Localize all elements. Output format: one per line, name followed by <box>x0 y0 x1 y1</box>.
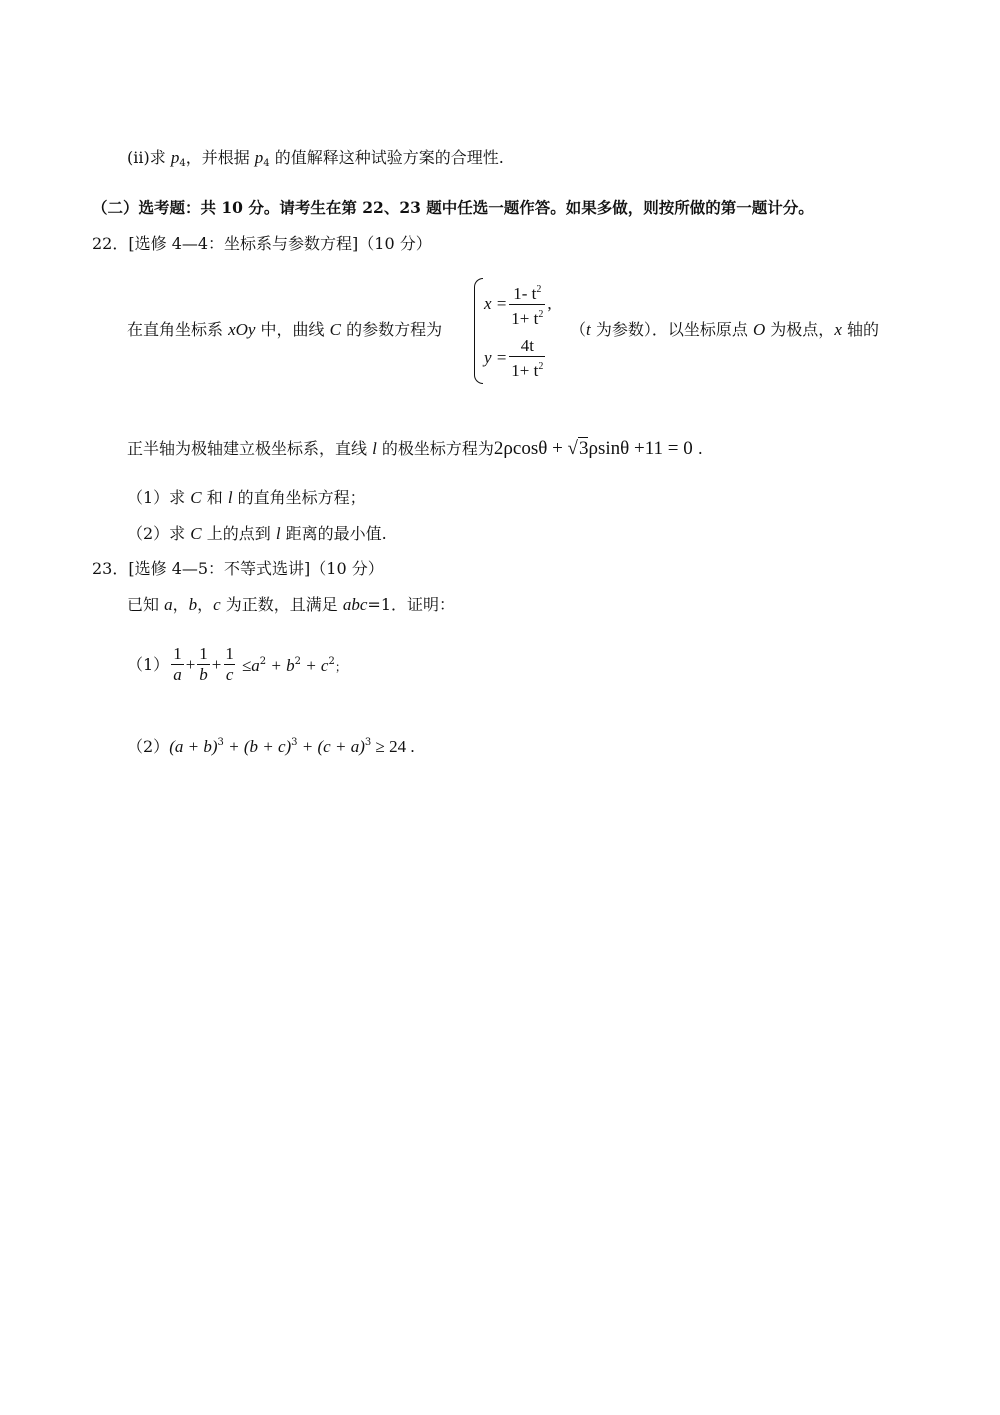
subscript: 4 <box>263 158 270 169</box>
subquestion-ii <box>127 148 504 174</box>
var-l: l <box>372 439 377 458</box>
text: 上的点到 <box>201 524 276 543</box>
den-text: 1+ t <box>511 309 539 328</box>
term-ab: (a + b) <box>169 737 218 756</box>
comma: , <box>547 294 552 313</box>
x-denominator <box>509 304 545 329</box>
denominator: b <box>199 665 208 684</box>
polar-equation: 2ρcosθ + √3ρsinθ +11 = 0 <box>493 438 693 459</box>
term-ca: + (c + a) <box>297 737 365 756</box>
den-text: 1+ t <box>511 361 539 380</box>
text: 的值解释这种试验方案的合理性. <box>269 148 504 167</box>
exponent: 2 <box>536 284 542 295</box>
text: 在直角坐标系 <box>127 320 229 339</box>
section-heading: （二）选考题：共 10 分。请考生在第 22、23 题中任选一题作答。如果多做，则按所做的第一题计分。 <box>92 198 814 217</box>
y-fraction <box>509 336 545 381</box>
var-C: C <box>329 320 341 339</box>
num-text: 1- t <box>513 284 537 303</box>
x-numerator <box>511 280 543 304</box>
text: 的直角坐标方程； <box>232 488 366 507</box>
text: ， <box>197 595 214 614</box>
rhs-b: + b <box>266 656 295 675</box>
var-O: O <box>752 320 766 339</box>
semicolon: ； <box>334 660 347 674</box>
part-label: （2） <box>127 737 170 756</box>
text: 为正数，且满足 <box>220 595 343 614</box>
paren-open: （ <box>570 320 587 339</box>
text: 的极坐标方程为 <box>376 439 494 458</box>
q22-part2 <box>127 524 387 544</box>
x-eq: x = <box>484 294 508 313</box>
rhs-c: + c <box>300 656 329 675</box>
numerator: 1 <box>199 644 208 663</box>
q23-part1 <box>127 644 347 685</box>
term-bc: + (b + c) <box>223 737 292 756</box>
text: （2）求 <box>127 524 191 543</box>
text: ，并根据 <box>185 148 255 167</box>
text: ， <box>172 595 189 614</box>
text: 正半轴为极轴建立极坐标系，直线 <box>127 439 373 458</box>
text: 距离的最小值. <box>280 524 387 543</box>
subscript: 4 <box>179 158 186 169</box>
denominator: a <box>173 665 182 684</box>
q23-part2 <box>127 733 415 757</box>
var-a: a <box>164 595 173 614</box>
period: . <box>692 439 703 458</box>
exponent: 3 <box>364 737 372 748</box>
y-numerator: 4t <box>520 336 534 355</box>
text: 的参数方程为 <box>341 320 443 339</box>
param-x-equation <box>484 280 552 329</box>
rhs: ≥ 24 . <box>371 737 415 756</box>
text: （1）求 <box>127 488 191 507</box>
var-C: C <box>190 524 202 543</box>
q22-polar-line <box>127 439 703 459</box>
var-b: b <box>188 595 198 614</box>
eq-part: ρsinθ +11 = 0 <box>588 438 693 459</box>
exponent: 2 <box>294 656 301 667</box>
exponent: 2 <box>259 656 267 667</box>
part-label: （1） <box>127 654 170 674</box>
q23-given <box>127 595 455 615</box>
text: =1．证明： <box>367 595 455 614</box>
var-p: p <box>170 148 180 167</box>
q22-part1 <box>127 488 366 508</box>
text: 为极点， <box>765 320 835 339</box>
q23-header: 23．[选修 4—5：不等式选讲]（10 分） <box>92 559 384 578</box>
text: (ii)求 <box>127 148 171 167</box>
eq-part: 2ρcosθ + <box>493 438 568 459</box>
numerator: 1 <box>225 644 234 663</box>
exponent: 3 <box>291 737 298 748</box>
text: 轴的 <box>841 320 879 339</box>
var-C: C <box>190 488 202 507</box>
x-fraction <box>509 280 545 329</box>
system-brace <box>474 278 483 384</box>
exponent: 2 <box>538 361 544 372</box>
sqrt-radicand: 3 <box>578 438 589 459</box>
param-y-equation <box>484 336 547 381</box>
var-xOy: xOy <box>228 320 256 339</box>
text: 已知 <box>127 595 165 614</box>
q22-header: 22．[选修 4—4：坐标系与参数方程]（10 分） <box>92 234 432 253</box>
var-t: t <box>586 320 591 339</box>
var-abc: abc <box>342 595 368 614</box>
plus: + <box>185 654 196 674</box>
text: 中，曲线 <box>255 320 330 339</box>
fraction-1-over-c <box>223 644 236 685</box>
q22-intro <box>127 320 442 340</box>
ineq1-rhs <box>242 652 347 677</box>
fraction-1-over-b <box>197 644 210 685</box>
var-l: l <box>275 524 281 543</box>
text: 为参数）．以坐标原点 <box>590 320 753 339</box>
y-denominator <box>509 356 545 381</box>
rhs-a: ≤a <box>241 656 260 675</box>
exponent: 3 <box>217 737 224 748</box>
fraction-1-over-a <box>171 644 184 685</box>
var-x: x <box>834 320 842 339</box>
var-l: l <box>227 488 233 507</box>
plus: + <box>211 654 222 674</box>
var-c: c <box>213 595 221 614</box>
exponent: 2 <box>538 309 544 320</box>
exponent: 2 <box>328 656 335 667</box>
numerator: 1 <box>173 644 182 663</box>
y-eq: y = <box>484 348 508 367</box>
text: 和 <box>201 488 228 507</box>
var-p: p <box>254 148 264 167</box>
denominator: c <box>225 665 234 684</box>
q22-intro-cont <box>570 320 879 340</box>
